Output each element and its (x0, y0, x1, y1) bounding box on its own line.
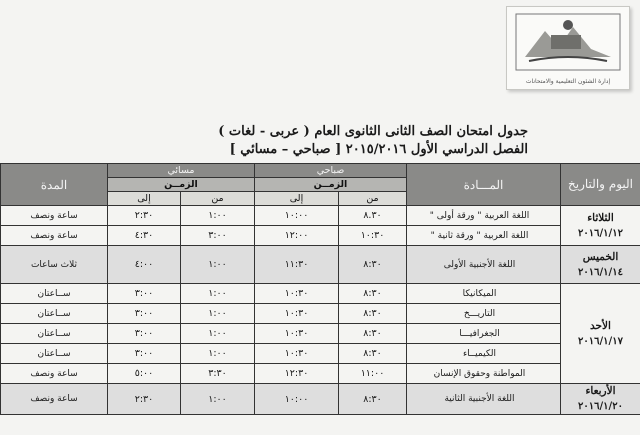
morning-from: ١٠:٣٠ (339, 226, 407, 246)
morning-to: ١١:٣٠ (255, 246, 339, 284)
evening-to: ٤:٣٠ (108, 226, 181, 246)
logo-caption: إدارة الشئون التعليمية والامتحانات (525, 78, 611, 85)
morning-from: ٨:٣٠ (339, 304, 407, 324)
subject-cell: اللغة الأجنبية الأولى (407, 246, 561, 284)
table-row (1, 226, 640, 246)
duration-cell: ســاعتان (1, 284, 108, 304)
emblem-icon (515, 13, 621, 71)
day-cell: الأربعاء ٢٠١٦/١/٢٠ (561, 384, 640, 415)
morning-to: ١٠:٣٠ (255, 284, 339, 304)
duration-cell: ســاعتان (1, 344, 108, 364)
duration-cell: ساعة ونصف (1, 384, 108, 415)
subject-cell: المواطنة وحقوق الإنسان (407, 364, 561, 384)
header-duration: المدة (1, 164, 108, 206)
duration-cell: ســاعتان (1, 304, 108, 324)
header-evening: مسائي (108, 164, 255, 178)
subject-cell: الكيميــاء (407, 344, 561, 364)
evening-from: ١:٠٠ (181, 344, 255, 364)
evening-to: ٣:٠٠ (108, 284, 181, 304)
table-row (1, 246, 640, 284)
evening-from: ١:٠٠ (181, 246, 255, 284)
subject-cell: الجغرافيـــا (407, 324, 561, 344)
evening-from: ١:٠٠ (181, 304, 255, 324)
table-row (1, 284, 640, 304)
evening-from: ٣:٣٠ (181, 364, 255, 384)
ministry-logo (506, 6, 630, 90)
header-evening-to: إلى (108, 192, 181, 206)
morning-to: ١٢:٣٠ (255, 364, 339, 384)
evening-to: ٣:٠٠ (108, 304, 181, 324)
morning-from: ١١:٠٠ (339, 364, 407, 384)
duration-cell: ساعة ونصف (1, 206, 108, 226)
morning-to: ١٠:٣٠ (255, 304, 339, 324)
subject-cell: اللغة العربية " ورقة أولى " (407, 206, 561, 226)
subject-cell: الميكانيكا (407, 284, 561, 304)
morning-from: ٨:٣٠ (339, 284, 407, 304)
header-evening-from: من (181, 192, 255, 206)
subtitle-term: الفصل الدراسي الأول ٢٠١٥/٢٠١٦ (345, 142, 528, 157)
table-row (1, 206, 640, 226)
morning-from: ٨:٣٠ (339, 246, 407, 284)
subtitle-shift: [ صباحي – مسائي ] (229, 142, 342, 157)
header-morning-to: إلى (255, 192, 339, 206)
evening-to: ٣:٠٠ (108, 324, 181, 344)
evening-from: ١:٠٠ (181, 324, 255, 344)
morning-to: ١٠:٣٠ (255, 324, 339, 344)
table-row (1, 304, 640, 324)
header-morning-time: الزمــن (255, 178, 407, 192)
evening-to: ٢:٣٠ (108, 384, 181, 415)
evening-from: ٣:٠٠ (181, 226, 255, 246)
table-row (1, 364, 640, 384)
morning-from: ٨:٣٠ (339, 384, 407, 415)
table-row (1, 384, 640, 415)
evening-to: ٣:٠٠ (108, 344, 181, 364)
subject-cell: اللغة الأجنبية الثانية (407, 384, 561, 415)
day-cell: الخميس ٢٠١٦/١/١٤ (561, 246, 640, 284)
evening-from: ١:٠٠ (181, 284, 255, 304)
day-cell: الأحد ٢٠١٦/١/١٧ (561, 284, 640, 384)
evening-to: ٥:٠٠ (108, 364, 181, 384)
morning-to: ١٠:٠٠ (255, 206, 339, 226)
evening-from: ١:٠٠ (181, 384, 255, 415)
morning-to: ١٠:٣٠ (255, 344, 339, 364)
exam-schedule-table (0, 163, 640, 415)
page-title: جدول امتحان الصف الثانى الثانوى العام ( عربى - لغات ) (218, 124, 528, 139)
header-evening-time: الزمــن (108, 178, 255, 192)
header-day: اليوم والتاريخ (561, 164, 640, 206)
morning-to: ١٠:٠٠ (255, 384, 339, 415)
morning-to: ١٢:٠٠ (255, 226, 339, 246)
duration-cell: ساعة ونصف (1, 226, 108, 246)
header-subject: المـــادة (407, 164, 561, 206)
table-row (1, 344, 640, 364)
morning-from: ٨:٣٠ (339, 344, 407, 364)
day-cell: الثلاثاء ٢٠١٦/١/١٢ (561, 206, 640, 246)
duration-cell: ثلاث ساعات (1, 246, 108, 284)
morning-from: ٨:٣٠ (339, 324, 407, 344)
morning-from: ٨.٣٠ (339, 206, 407, 226)
subject-cell: التاريـــخ (407, 304, 561, 324)
header-morning: صباحي (255, 164, 407, 178)
duration-cell: ساعة ونصف (1, 364, 108, 384)
page-subtitle (230, 142, 528, 157)
header-morning-from: من (339, 192, 407, 206)
duration-cell: ســاعتان (1, 324, 108, 344)
subject-cell: اللغة العربية " ورقة ثانية " (407, 226, 561, 246)
table-row (1, 324, 640, 344)
evening-from: ١:٠٠ (181, 206, 255, 226)
evening-to: ٢:٣٠ (108, 206, 181, 226)
evening-to: ٤:٠٠ (108, 246, 181, 284)
